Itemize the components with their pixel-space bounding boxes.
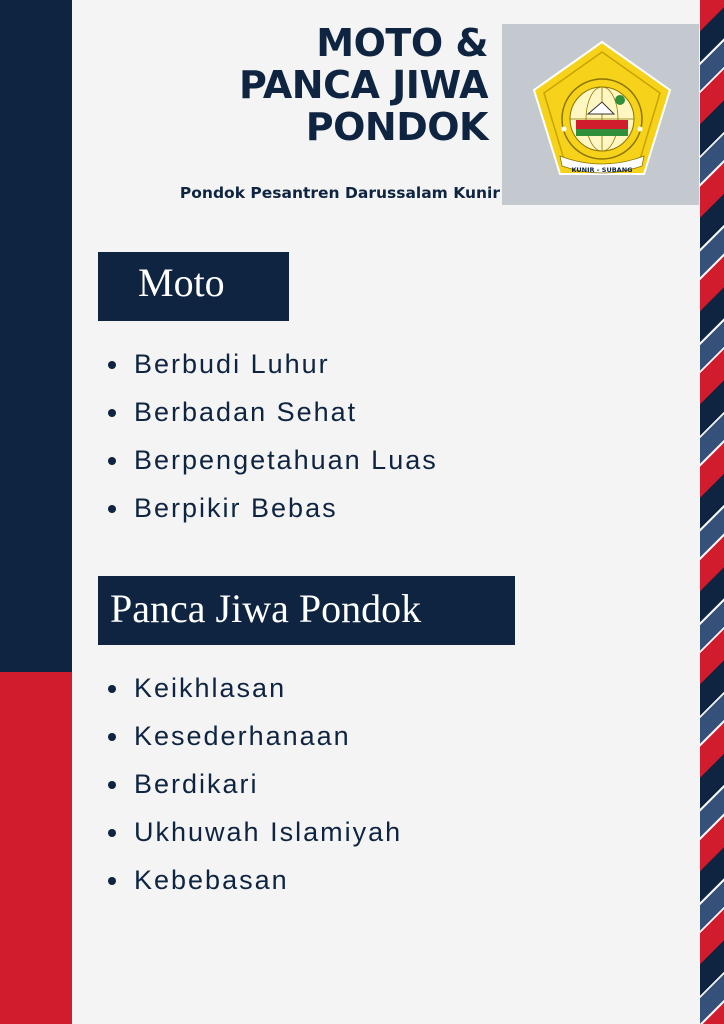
bullet-icon — [108, 361, 116, 369]
moto-heading: Moto — [98, 252, 289, 321]
list-item-text: Berpikir Bebas — [134, 493, 338, 523]
list-item-text: Keikhlasan — [134, 673, 287, 703]
left-red-band — [0, 672, 72, 1024]
list-item — [108, 350, 438, 398]
bullet-icon — [108, 829, 116, 837]
logo-label: KUNIR - SUBANG — [571, 166, 633, 174]
list-item-text: Berpengetahuan Luas — [134, 445, 438, 475]
title-line-2: PANCA JIWA — [239, 63, 488, 107]
bullet-icon — [108, 733, 116, 741]
page-title — [239, 22, 488, 148]
list-item-text: Berbudi Luhur — [134, 349, 330, 379]
list-item — [108, 446, 438, 494]
page-subtitle: Pondok Pesantren Darussalam Kunir — [179, 184, 500, 202]
list-item-text: Kebebasan — [134, 865, 289, 895]
left-navy-band — [0, 0, 72, 672]
list-item — [108, 494, 438, 542]
list-item — [108, 866, 402, 914]
moto-list — [108, 350, 438, 542]
list-item — [108, 770, 402, 818]
title-line-1: MOTO & — [316, 21, 488, 65]
bullet-icon — [108, 457, 116, 465]
list-item-text: Ukhuwah Islamiyah — [134, 817, 403, 847]
list-item — [108, 722, 402, 770]
list-item — [108, 398, 438, 446]
title-line-3: PONDOK — [305, 105, 488, 149]
right-diagonal-stripe — [700, 0, 724, 1024]
bullet-icon — [108, 877, 116, 885]
list-item-text: Berbadan Sehat — [134, 397, 358, 427]
list-item — [108, 818, 402, 866]
bullet-icon — [108, 781, 116, 789]
bullet-icon — [108, 685, 116, 693]
bullet-icon — [108, 505, 116, 513]
pesantren-logo-icon — [502, 24, 699, 205]
logo-panel — [502, 24, 699, 205]
bullet-icon — [108, 409, 116, 417]
list-item-text: Kesederhanaan — [134, 721, 351, 751]
panca-jiwa-list — [108, 674, 402, 914]
panca-jiwa-heading: Panca Jiwa Pondok — [98, 576, 515, 645]
list-item — [108, 674, 402, 722]
list-item-text: Berdikari — [134, 769, 259, 799]
